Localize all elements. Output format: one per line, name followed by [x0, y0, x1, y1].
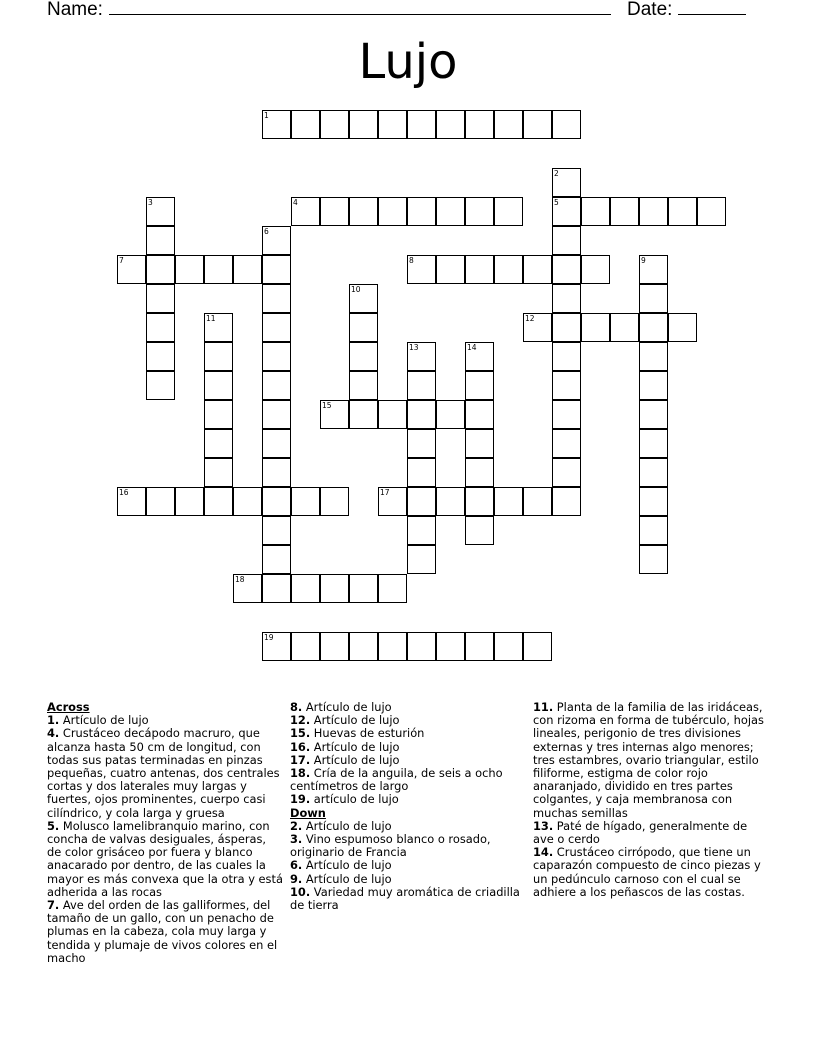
grid-cell[interactable]: [639, 197, 668, 226]
grid-cell[interactable]: [639, 255, 668, 284]
grid-cell[interactable]: [349, 632, 378, 661]
clue: [47, 899, 283, 965]
grid-cell[interactable]: [407, 255, 436, 284]
grid-cell[interactable]: [581, 197, 610, 226]
grid-cell[interactable]: [320, 400, 349, 429]
grid-cell[interactable]: [262, 400, 291, 429]
grid-cell[interactable]: [291, 574, 320, 603]
grid-cell[interactable]: [668, 313, 697, 342]
clue-heading: Across: [47, 700, 90, 714]
grid-cell[interactable]: [262, 110, 291, 139]
grid-cell[interactable]: [320, 632, 349, 661]
grid-cell[interactable]: [233, 487, 262, 516]
grid-cell[interactable]: [465, 342, 494, 371]
clue-number: 16: [119, 488, 129, 497]
grid-cell[interactable]: [146, 342, 175, 371]
clue-text: Crustáceo cirrópodo, que tiene un caparazón compuesto de cinco piezas y un pedúnculo carnoso con el cual se adhiere a los peñascos de las costas.: [533, 845, 761, 899]
grid-cell[interactable]: [204, 342, 233, 371]
clue-number: 8: [409, 256, 414, 265]
clue-number-label: 17.: [290, 752, 311, 767]
grid-cell[interactable]: [639, 545, 668, 574]
clue: [533, 701, 769, 820]
clue-number: 9: [641, 256, 646, 265]
clue-number: 10: [351, 285, 361, 294]
grid-cell[interactable]: [581, 255, 610, 284]
clue-number: 4: [293, 198, 298, 207]
grid-cell[interactable]: [320, 110, 349, 139]
grid-cell[interactable]: [407, 458, 436, 487]
grid-cell[interactable]: [552, 110, 581, 139]
grid-cell[interactable]: [639, 458, 668, 487]
grid-cell[interactable]: [552, 458, 581, 487]
grid-cell[interactable]: [581, 313, 610, 342]
grid-cell[interactable]: [349, 110, 378, 139]
grid-cell[interactable]: [320, 574, 349, 603]
grid-cell[interactable]: [494, 197, 523, 226]
grid-cell[interactable]: [291, 632, 320, 661]
clue-text: Paté de hígado, generalmente de ave o cerdo: [533, 818, 748, 847]
grid-cell[interactable]: [204, 487, 233, 516]
grid-cell[interactable]: [639, 487, 668, 516]
grid-cell[interactable]: [407, 487, 436, 516]
clue: [47, 820, 283, 899]
clue-text: Artículo de lujo: [59, 713, 149, 728]
clue-number-label: 2.: [290, 818, 303, 833]
grid-cell[interactable]: [291, 487, 320, 516]
clue-number: 1: [264, 111, 269, 120]
clue-number-label: 7.: [47, 898, 60, 913]
clue-number-label: 13.: [533, 818, 554, 833]
grid-cell[interactable]: [407, 429, 436, 458]
grid-cell[interactable]: [668, 197, 697, 226]
grid-cell[interactable]: [291, 197, 320, 226]
grid-cell[interactable]: [523, 313, 552, 342]
clue-text: Artículo de lujo: [310, 752, 400, 767]
clue: [533, 846, 769, 899]
grid-cell[interactable]: [146, 284, 175, 313]
clue: [290, 767, 526, 793]
grid-cell[interactable]: [436, 487, 465, 516]
clue-number-label: 14.: [533, 845, 554, 860]
grid-cell[interactable]: [175, 487, 204, 516]
grid-cell[interactable]: [465, 255, 494, 284]
grid-cell[interactable]: [407, 400, 436, 429]
grid-cell[interactable]: [639, 284, 668, 313]
clue-number: 2: [554, 169, 559, 178]
clue-number: 3: [148, 198, 153, 207]
grid-cell[interactable]: [465, 371, 494, 400]
grid-cell[interactable]: [639, 429, 668, 458]
clue-number-label: 1.: [47, 713, 60, 728]
clue-text: Artículo de lujo: [302, 700, 392, 714]
grid-cell[interactable]: [407, 371, 436, 400]
grid-cell[interactable]: [407, 197, 436, 226]
grid-cell[interactable]: [204, 313, 233, 342]
grid-cell[interactable]: [204, 429, 233, 458]
clue-number: 11: [206, 314, 216, 323]
clue: [290, 886, 526, 912]
grid-cell[interactable]: [262, 284, 291, 313]
grid-cell[interactable]: [378, 400, 407, 429]
date-label: Date:: [627, 0, 673, 20]
clue: [47, 727, 283, 819]
clue-number-label: 9.: [290, 871, 303, 886]
clue-number: 19: [264, 633, 274, 642]
grid-cell[interactable]: [262, 458, 291, 487]
clue-text: Variedad muy aromática de criadilla de tierra: [290, 884, 520, 913]
grid-cell[interactable]: [552, 168, 581, 197]
grid-cell[interactable]: [378, 110, 407, 139]
grid-cell[interactable]: [349, 342, 378, 371]
grid-cell[interactable]: [494, 255, 523, 284]
grid-cell[interactable]: [494, 632, 523, 661]
grid-cell[interactable]: [146, 197, 175, 226]
grid-cell[interactable]: [378, 197, 407, 226]
grid-cell[interactable]: [552, 197, 581, 226]
grid-cell[interactable]: [523, 487, 552, 516]
grid-cell[interactable]: [523, 110, 552, 139]
grid-cell[interactable]: [349, 284, 378, 313]
clues-column-3: [533, 701, 769, 899]
grid-cell[interactable]: [349, 197, 378, 226]
clue: [533, 820, 769, 846]
clue-number: 13: [409, 343, 419, 352]
grid-cell[interactable]: [378, 487, 407, 516]
clue-number: 17: [380, 488, 390, 497]
grid-cell[interactable]: [523, 255, 552, 284]
grid-cell[interactable]: [204, 371, 233, 400]
clue-number-label: 12.: [290, 713, 311, 728]
grid-cell[interactable]: [262, 545, 291, 574]
grid-cell[interactable]: [407, 110, 436, 139]
clue-number-label: 8.: [290, 700, 303, 714]
grid-cell[interactable]: [465, 110, 494, 139]
grid-cell[interactable]: [552, 400, 581, 429]
grid-cell[interactable]: [610, 313, 639, 342]
grid-cell[interactable]: [407, 632, 436, 661]
clue-number: 18: [235, 575, 245, 584]
clue-number-label: 3.: [290, 832, 303, 847]
clue-number-label: 10.: [290, 884, 311, 899]
clue-number: 14: [467, 343, 477, 352]
clue-text: Artículo de lujo: [302, 818, 392, 833]
grid-cell[interactable]: [262, 342, 291, 371]
grid-cell[interactable]: [146, 371, 175, 400]
grid-cell[interactable]: [378, 574, 407, 603]
page-title: Lujo: [358, 34, 458, 90]
grid-cell[interactable]: [262, 516, 291, 545]
grid-cell[interactable]: [465, 458, 494, 487]
grid-cell[interactable]: [349, 313, 378, 342]
clues-column-1: [47, 701, 283, 965]
grid-cell[interactable]: [436, 110, 465, 139]
grid-cell[interactable]: [552, 255, 581, 284]
grid-cell[interactable]: [465, 197, 494, 226]
clue-number-label: 11.: [533, 700, 554, 714]
clues-column-2: [290, 701, 526, 912]
grid-cell[interactable]: [465, 429, 494, 458]
grid-cell[interactable]: [175, 255, 204, 284]
clue: [290, 793, 526, 806]
name-label: Name:: [47, 0, 103, 20]
grid-cell[interactable]: [262, 226, 291, 255]
grid-cell[interactable]: [233, 255, 262, 284]
clue-number-label: 6.: [290, 858, 303, 873]
grid-cell[interactable]: [552, 342, 581, 371]
grid-cell[interactable]: [610, 197, 639, 226]
grid-cell[interactable]: [233, 574, 262, 603]
grid-cell[interactable]: [262, 632, 291, 661]
clue-text: Vino espumoso blanco o rosado, originario de Francia: [290, 832, 491, 860]
grid-cell[interactable]: [639, 342, 668, 371]
grid-cell[interactable]: [262, 429, 291, 458]
grid-cell[interactable]: [639, 516, 668, 545]
grid-cell[interactable]: [349, 371, 378, 400]
grid-cell[interactable]: [407, 545, 436, 574]
grid-cell[interactable]: [262, 255, 291, 284]
clue: [290, 833, 526, 859]
grid-cell[interactable]: [552, 226, 581, 255]
grid-cell[interactable]: [117, 487, 146, 516]
grid-cell[interactable]: [697, 197, 726, 226]
clue-number-label: 19.: [290, 792, 311, 807]
clue-number-label: 5.: [47, 818, 60, 833]
grid-cell[interactable]: [436, 255, 465, 284]
grid-cell[interactable]: [407, 342, 436, 371]
grid-cell[interactable]: [436, 197, 465, 226]
clue-text: Huevas de esturión: [310, 726, 425, 741]
clue-text: Planta de la familia de las iridáceas, con rizoma en forma de tubérculo, hojas lineales, perigonio de tres divisiones externas y tres internas algo menores; tres estambres, ovario triangular, estilo filiforme, estigma de color rojo anaranjado, dividido en tres partes colgantes, y caja membranosa con muchas semillas: [533, 700, 764, 820]
clue-number: 7: [119, 256, 124, 265]
grid-cell[interactable]: [146, 487, 175, 516]
clue-text: Cría de la anguila, de seis a ocho centímetros de largo: [290, 766, 503, 794]
clue-number-label: 16.: [290, 739, 311, 754]
grid-cell[interactable]: [262, 487, 291, 516]
grid-cell[interactable]: [291, 110, 320, 139]
clue-text: Artículo de lujo: [310, 713, 400, 728]
grid-cell[interactable]: [552, 487, 581, 516]
grid-cell[interactable]: [407, 516, 436, 545]
grid-cell[interactable]: [639, 371, 668, 400]
grid-cell[interactable]: [146, 313, 175, 342]
grid-cell[interactable]: [465, 632, 494, 661]
grid-cell[interactable]: [349, 574, 378, 603]
grid-cell[interactable]: [465, 516, 494, 545]
clue-number: 5: [554, 198, 559, 207]
grid-cell[interactable]: [436, 400, 465, 429]
clue-text: Artículo de lujo: [302, 871, 392, 886]
clue-text: Crustáceo decápodo macruro, que alcanza hasta 50 cm de longitud, con todas sus patas terminadas en pinzas pequeñas, cuatro antenas, dos centrales cortas y dos laterales muy largas y fuertes, ojos prominentes, cuerpo casi cilíndrico, y cola larga y gruesa: [47, 726, 280, 820]
grid-cell[interactable]: [204, 400, 233, 429]
grid-cell[interactable]: [552, 284, 581, 313]
grid-cell[interactable]: [552, 429, 581, 458]
grid-cell[interactable]: [552, 371, 581, 400]
grid-cell[interactable]: [204, 255, 233, 284]
grid-cell[interactable]: [494, 110, 523, 139]
clue-text: artículo de lujo: [310, 792, 399, 807]
grid-cell[interactable]: [117, 255, 146, 284]
clue-number-label: 18.: [290, 766, 311, 781]
clue-heading: Down: [290, 805, 326, 820]
grid-cell[interactable]: [523, 632, 552, 661]
grid-cell[interactable]: [320, 487, 349, 516]
clue-number: 6: [264, 227, 269, 236]
clue-number-label: 15.: [290, 726, 311, 741]
grid-cell[interactable]: [639, 400, 668, 429]
grid-cell[interactable]: [378, 632, 407, 661]
grid-cell[interactable]: [349, 400, 378, 429]
grid-cell[interactable]: [494, 487, 523, 516]
grid-cell[interactable]: [436, 632, 465, 661]
clue-number: 15: [322, 401, 332, 410]
clue-text: Artículo de lujo: [310, 739, 400, 754]
grid-cell[interactable]: [552, 313, 581, 342]
grid-cell[interactable]: [262, 574, 291, 603]
clue-text: Ave del orden de las galliformes, del tamaño de un gallo, con un penacho de plumas en la cabeza, cola muy larga y tendida y plumaje de vivos colores en el macho: [47, 898, 278, 965]
clue-number-label: 4.: [47, 726, 60, 741]
grid-cell[interactable]: [465, 400, 494, 429]
grid-cell[interactable]: [465, 487, 494, 516]
grid-cell[interactable]: [146, 226, 175, 255]
grid-cell[interactable]: [146, 255, 175, 284]
clue-text: Artículo de lujo: [302, 858, 392, 873]
grid-cell[interactable]: [262, 371, 291, 400]
clue-number: 12: [525, 314, 535, 323]
grid-cell[interactable]: [639, 313, 668, 342]
grid-cell[interactable]: [320, 197, 349, 226]
grid-cell[interactable]: [204, 458, 233, 487]
grid-cell[interactable]: [262, 313, 291, 342]
clue-text: Molusco lamelibranquio marino, con concha de valvas desiguales, ásperas, de color grisáceo por fuera y blanco anacarado por dentro, de las cuales la mayor es más convexa que la otra y está adherida a las rocas: [47, 818, 283, 899]
